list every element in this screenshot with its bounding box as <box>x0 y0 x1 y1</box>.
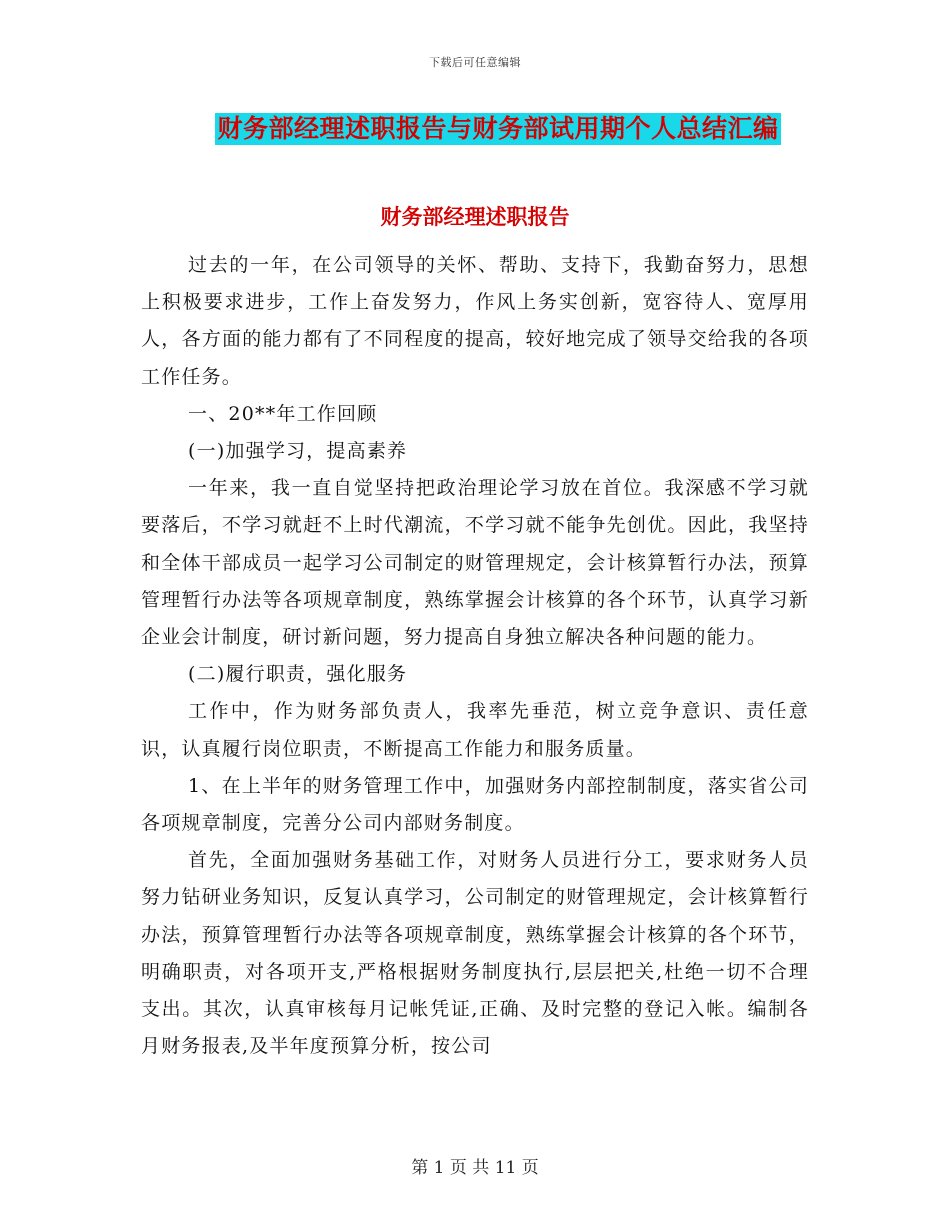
paragraph-heading: 一、20**年工作回顾 <box>188 402 378 425</box>
document-title: 财务部经理述职报告与财务部试用期个人总结汇编 <box>217 114 779 143</box>
paragraph: 首先，全面加强财务基础工作，对财务人员进行分工，要求财务人员努力钻研业务知识，反复认真学习，公司制定的财管理规定，会计核算暂行办法，预算管理暂行办法等各项规章制度，熟练掌握会计核算的各个环节，明确职责，对各项开支,严格根据财务制度执行,层层把关,杜绝一切不合理支出。其次，认真审核每月记帐凭证,正确、及时完整的登记入帐。编制各月财务报表,及半年度预算分析，按公司 <box>141 849 809 1058</box>
section-title: 财务部经理述职报告 <box>380 204 570 229</box>
page-number: 第 1 页 共 11 页 <box>411 1158 539 1178</box>
paragraph: 工作中，作为财务部负责人，我率先垂范，树立竞争意识、责任意识，认真履行岗位职责，不断提高工作能力和服务质量。 <box>141 700 809 760</box>
header-note: 下载后可任意编辑 <box>429 56 521 69</box>
paragraph: 1、在上半年的财务管理工作中，加强财务内部控制制度，落实省公司各项规章制度，完善分公司内部财务制度。 <box>141 774 809 835</box>
paragraph-subheading: (一)加强学习，提高素养 <box>188 440 408 463</box>
paragraph-subheading: (二)履行职责，强化服务 <box>188 663 408 686</box>
paragraph: 一年来，我一直自觉坚持把政治理论学习放在首位。我深感不学习就要落后，不学习就赶不上时代潮流，不学习就不能争先创优。因此，我坚持和全体干部成员一起学习公司制定的财管理规定，会计核算暂行办法，预算管理暂行办法等各项规章制度，熟练掌握会计核算的各个环节，认真学习新企业会计制度，研讨新问题，努力提高自身独立解决各种问题的能力。 <box>141 477 809 649</box>
document-title-container <box>0 113 950 145</box>
document-body <box>141 247 809 1065</box>
paragraph: 过去的一年，在公司领导的关怀、帮助、支持下，我勤奋努力，思想上积极要求进步，工作上奋发努力，作风上务实创新，宽容待人、宽厚用人，各方面的能力都有了不同程度的提高，较好地完成了领导交给我的各项工作任务。 <box>141 254 809 388</box>
